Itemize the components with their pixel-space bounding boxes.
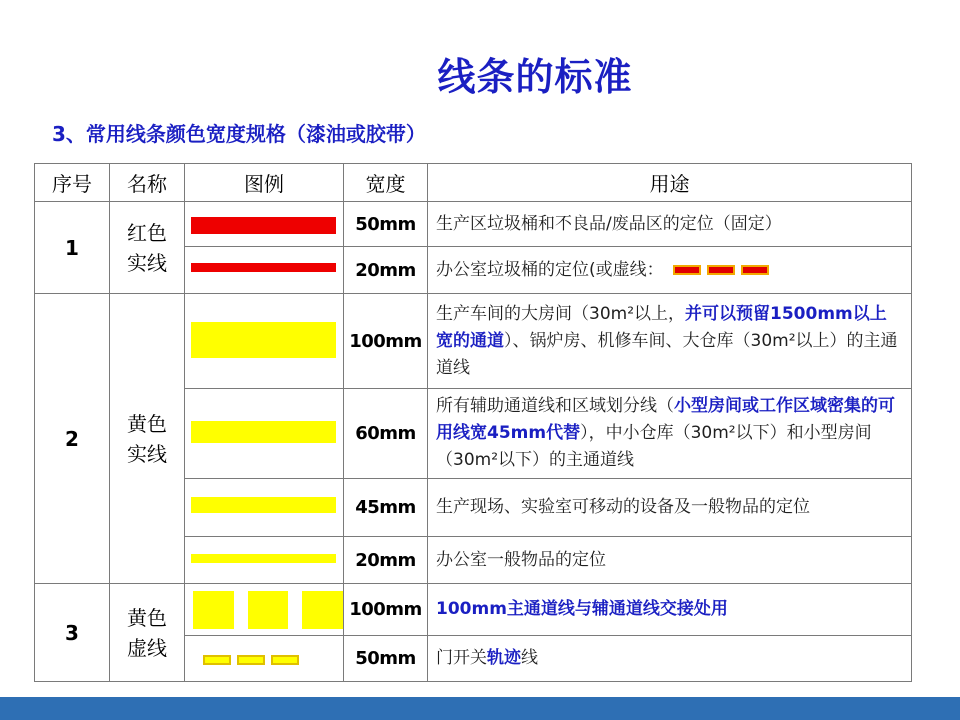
header-name: 名称 <box>110 164 185 202</box>
red-dashed-line-diagram <box>673 265 769 275</box>
legend-cell <box>185 202 344 247</box>
row-number: 1 <box>35 202 110 294</box>
line-name-color: 红色 <box>127 220 167 245</box>
legend-cell <box>185 294 344 389</box>
line-width: 50mm <box>344 636 428 682</box>
legend-cell <box>185 389 344 479</box>
line-name <box>110 584 185 682</box>
line-name <box>110 202 185 294</box>
red-line-20mm-swatch <box>191 263 336 272</box>
line-name-color: 黄色 <box>127 605 167 630</box>
line-usage <box>428 294 912 389</box>
table-row <box>35 294 912 389</box>
line-width: 20mm <box>344 247 428 294</box>
footer-band <box>0 697 960 720</box>
yellow-line-100mm-swatch <box>191 322 336 358</box>
yellow-line-60mm-swatch <box>191 421 336 443</box>
header-legend: 图例 <box>185 164 344 202</box>
usage-text: 门开关 <box>436 648 487 668</box>
usage-text: ）、锅炉房、机修车间、大仓库（30m²以上）的主通道线 <box>436 330 898 378</box>
dash-segment <box>248 591 289 629</box>
table-row <box>35 202 912 247</box>
row-number: 3 <box>35 584 110 682</box>
dash-segment <box>193 591 234 629</box>
dash-segment <box>271 655 299 665</box>
yellow-line-20mm-swatch <box>191 554 336 563</box>
header-width: 宽度 <box>344 164 428 202</box>
slide-title: 线条的标准 <box>437 55 633 99</box>
line-width: 100mm <box>344 584 428 636</box>
dash-segment <box>203 655 231 665</box>
line-width: 20mm <box>344 537 428 584</box>
usage-highlight: 100mm主通道线与辅通道线交接处用 <box>436 599 728 619</box>
table-header-row <box>35 164 912 202</box>
legend-cell <box>185 636 344 682</box>
line-width: 60mm <box>344 389 428 479</box>
table-row <box>35 584 912 636</box>
usage-text: 生产车间的大房间（30m²以上， <box>436 303 686 324</box>
usage-text: ），中小仓库（30m²以下）和小型房间（30m²以下）的主通道线 <box>436 423 872 470</box>
line-width: 50mm <box>344 202 428 247</box>
line-usage: 生产区垃圾桶和不良品/废品区的定位（固定） <box>428 202 912 247</box>
line-usage: 生产现场、实验室可移动的设备及一般物品的定位 <box>428 479 912 537</box>
legend-cell <box>185 247 344 294</box>
usage-highlight: 小型房间或工作区域密集的可用线宽45mm代替 <box>436 396 895 443</box>
legend-cell <box>185 479 344 537</box>
line-usage <box>428 584 912 636</box>
line-width: 100mm <box>344 294 428 389</box>
row-number: 2 <box>35 294 110 584</box>
line-name-type: 实线 <box>127 250 167 275</box>
line-usage <box>428 247 912 294</box>
dash-segment <box>707 265 735 275</box>
dash-segment <box>237 655 265 665</box>
yellow-line-45mm-swatch <box>191 497 336 513</box>
line-spec-table <box>34 163 912 682</box>
usage-text: 所有辅助通道线和区域划分线（ <box>436 396 674 416</box>
door-track-dash-diagram <box>189 655 299 665</box>
header-use: 用途 <box>428 164 912 202</box>
line-usage: 办公室一般物品的定位 <box>428 537 912 584</box>
line-name <box>110 294 185 584</box>
red-line-50mm-swatch <box>191 217 336 234</box>
header-no: 序号 <box>35 164 110 202</box>
usage-text: 办公室垃圾桶的定位(或虚线： <box>436 259 664 280</box>
dash-segment <box>673 265 701 275</box>
dash-segment <box>302 591 343 629</box>
line-name-type: 实线 <box>127 441 167 466</box>
line-width: 45mm <box>344 479 428 537</box>
slide-subtitle: 3、常用线条颜色宽度规格（漆油或胶带） <box>52 122 426 146</box>
line-usage <box>428 389 912 479</box>
line-usage <box>428 636 912 682</box>
legend-cell <box>185 584 344 636</box>
legend-cell <box>185 537 344 584</box>
usage-highlight: 轨迹 <box>487 648 521 668</box>
usage-highlight: 并可以预留1500mm以上宽的通道 <box>436 303 887 351</box>
line-name-type: 虚线 <box>127 635 167 660</box>
line-name-color: 黄色 <box>127 411 167 436</box>
usage-text: 线 <box>521 648 538 668</box>
dash-segment <box>741 265 769 275</box>
yellow-dashed-line-swatch <box>185 591 343 629</box>
